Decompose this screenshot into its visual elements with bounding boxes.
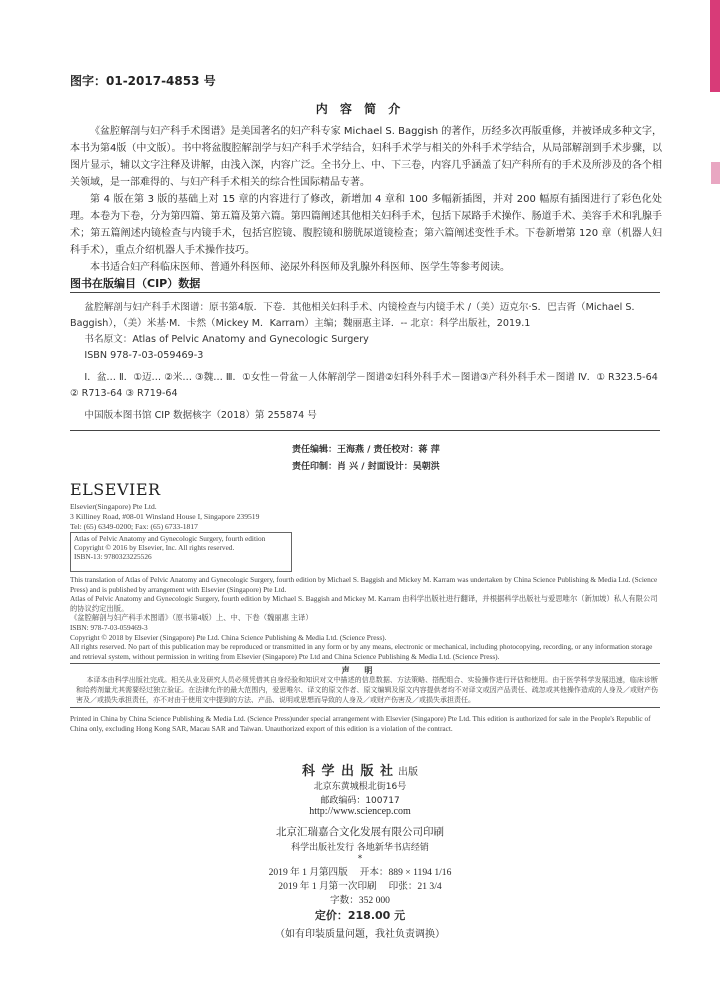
quality-guarantee: （如有印装质量问题，我社负责调换） — [275, 929, 445, 940]
original-edition-info — [74, 534, 265, 561]
printer: 北京汇瑞嘉合文化发展有限公司印刷 — [276, 826, 444, 838]
word-count: 字数：352 000 — [330, 895, 390, 906]
notice-body: 本译本由科学出版社完成。相关从业及研究人员必须凭借其自身经验和知识对文中描述的信息数据、方法策略、搭配组合、实验操作进行评估和使用。由于医学科学发展迅速，临床诊断和给药剂量尤其需要经过独立验证。在法律允许的最大范围内，爱思唯尔、译文的原文作者、原文编辑及原文内容提供者均不对译文或因产品责任、疏忽或其他操作造成的人身及／或财产伤害及／或损失承担责任，亦不对由于使用文中提到的方法、产品、说明或思想而导致的人身及／或财产伤害及／或损失承担责任。 — [76, 676, 658, 704]
publisher-url: http://www.sciencep.com — [309, 806, 411, 817]
cip-line: 中国版本图书馆 CIP 数据核字（2018）第 255874 号 — [84, 410, 317, 421]
box-line: Copyright © 2016 by Elsevier, Inc. All rights reserved. — [74, 543, 235, 552]
translation-rights — [70, 575, 662, 661]
address-line: Tel: (65) 6349-0200; Fax: (65) 6733-1817 — [70, 522, 198, 531]
publisher-address: 北京东黄城根北街16号 — [313, 782, 407, 792]
cip-line: Ⅰ．盆… Ⅱ．①迈… ②米… ③魏… Ⅲ．①女性－骨盆－人体解剖学－图谱②妇科外科手术－图谱③产科外科手术－图谱 Ⅳ．① R323.5-64 ② R713-64 ③ R719-64 — [70, 372, 658, 399]
edition-format-line — [0, 864, 720, 878]
box-line: ISBN-13: 9780323225526 — [74, 552, 152, 561]
elsevier-address — [70, 502, 259, 532]
rights-paragraph: ISBN: 978-7-03-059469-3 — [70, 622, 148, 632]
cip-bottom-rule — [70, 430, 660, 431]
staff-line-production: 责任印制：肖 兴 / 封面设计：吴朝洪 — [292, 462, 440, 472]
address-line: Elsevier(Singapore) Pte Ltd. — [70, 502, 157, 511]
postcode: 邮政编码：100717 — [320, 796, 400, 806]
summary-paragraph: 第 4 版在第 3 版的基础上对 15 章的内容进行了修改，新增加 4 章和 100 多幅新插图，并对 200 幅原有插图进行了彩色化处理。本卷为下卷，分为第四篇、第五篇及第六篇。第四篇阐述其他相关妇科手术，包括下尿路手术操作、肠道手术、美容手术和乳腺手术；第五篇阐述内镜检查与内镜手术，包括宫腔镜、腹腔镜和膀胱尿道镜检查；第六篇阐述变性手术。下卷新增第 120 章（机器人妇科手术），重点介绍机器人手术操作技巧。 — [70, 194, 662, 256]
rights-paragraph: This translation of Atlas of Pelvic Anatomy and Gynecologic Surgery, fourth edition by Michael S. Baggish and Mickey M. Karram was undertaken by China Science Publishing & Media Ltd. (Science Press) and is published by arrangement with Elsevier (Singapore) Pte Ltd. — [70, 575, 658, 594]
sheets: 印张：21 3/4 — [388, 881, 442, 892]
edition: 2019 年 1 月第四版 — [268, 867, 348, 878]
publisher-line — [0, 760, 720, 779]
cip-line: 书名原文：Atlas of Pelvic Anatomy and Gynecologic Surgery — [84, 334, 369, 345]
format: 开本：889 × 1194 1/16 — [359, 867, 452, 878]
side-color-tab — [711, 162, 720, 184]
printing: 2019 年 1 月第一次印刷 — [278, 881, 377, 892]
publisher-logo: 科 学 出 版 社 — [301, 764, 395, 779]
rights-paragraph: All rights reserved. No part of this publication may be reproduced or transmitted in any form or by any means, electronic or mechanical, including photocopying, recording, or any information storage and retrieval system, without permission in writing from Elsevier (Singapore) Pte Ltd and China Science Publishing & Media Ltd. (Science Press). — [70, 642, 653, 661]
separator-star: * — [357, 854, 363, 864]
staff-line-editors: 责任编辑：王海燕 / 责任校对：蒋 萍 — [292, 445, 440, 455]
address-line: 3 Killiney Road, #08-01 Winsland House I, Singapore 239519 — [70, 512, 260, 521]
printing-sheets-line — [0, 878, 720, 892]
box-line: Atlas of Pelvic Anatomy and Gynecologic Surgery, fourth edition — [74, 534, 266, 543]
summary-title: 内 容 简 介 — [315, 102, 405, 116]
distribution: 科学出版社发行 各地新华书店经销 — [291, 843, 429, 853]
cip-data — [70, 300, 660, 424]
summary-paragraph: 《盆腔解剖与妇产科手术图谱》是美国著名的妇产科专家 Michael S. Baggish 的著作，历经多次再版重修，并被译成多种文字，本书为第4版（中文版）。书中将盆腹腔解剖学与妇产科手术学结合，妇科手术学与相关的外科手术学结合，从局部解剖到手术步骤，以图片显示，辅以文字注释及讲解，由浅入深，内容广泛。全书分上、中、下三卷，内容几乎涵盖了妇产科所有的手术及所涉及的各个相关领域，是一部难得的、与妇产科手术相关的综合性国际精品专著。 — [70, 126, 662, 188]
cip-top-rule — [70, 292, 660, 293]
summary-paragraph: 本书适合妇产科临床医师、普通外科医师、泌尿外科医师及乳腺外科医师、医学生等参考阅读。 — [90, 262, 510, 273]
rights-paragraph: 《盆腔解剖与妇产科手术图谱》（原书第4版）上、中、下卷（魏丽惠 主译） — [70, 613, 313, 623]
summary-text — [70, 123, 662, 276]
cip-heading: 图书在版编目（CIP）数据 — [70, 277, 201, 290]
corner-color-tab — [710, 0, 720, 92]
rights-paragraph: Atlas of Pelvic Anatomy and Gynecologic Surgery, fourth edition by Michael S. Baggish and Mickey M. Karram 由科学出版社进行翻译，并根据科学出版社与爱思唯尔（新加坡）私人有限公司的协议约定出版。 — [70, 594, 658, 613]
elsevier-logo: ELSEVIER — [70, 480, 161, 499]
notice-title: 声 明 — [341, 666, 379, 675]
cip-line: ISBN 978-7-03-059469-3 — [84, 350, 204, 361]
publisher-suffix: 出版 — [398, 767, 419, 778]
rights-paragraph: Copyright © 2018 by Elsevier (Singapore) Pte Ltd. China Science Publishing & Media Ltd. (Science Press). — [70, 632, 387, 642]
copyright-permit-number: 图字：01-2017-4853 号 — [70, 74, 216, 88]
editorial-staff — [292, 442, 440, 476]
price: 定价：218.00 元 — [314, 909, 406, 922]
cip-line: 盆腔解剖与妇产科手术图谱：原书第4版．下卷．其他相关妇科手术、内镜检查与内镜手术 /（美）迈克尔·S．巴吉胥（Michael S．Baggish），（美）米基·M．卡然（Mickey M．Karram）主编；魏丽惠主译．-- 北京：科学出版社，2019.1 — [70, 302, 642, 329]
printed-in-china-statement: Printed in China by China Science Publishing & Media Ltd. (Science Press)under special arrangement with Elsevier (Singapore) Pte Ltd. This edition is authorized for sale in the People's Republic of China only, excluding Hong Kong SAR, Macau SAR and Taiwan. Unauthorized export of this edition is a violation of the contract. — [70, 714, 651, 733]
